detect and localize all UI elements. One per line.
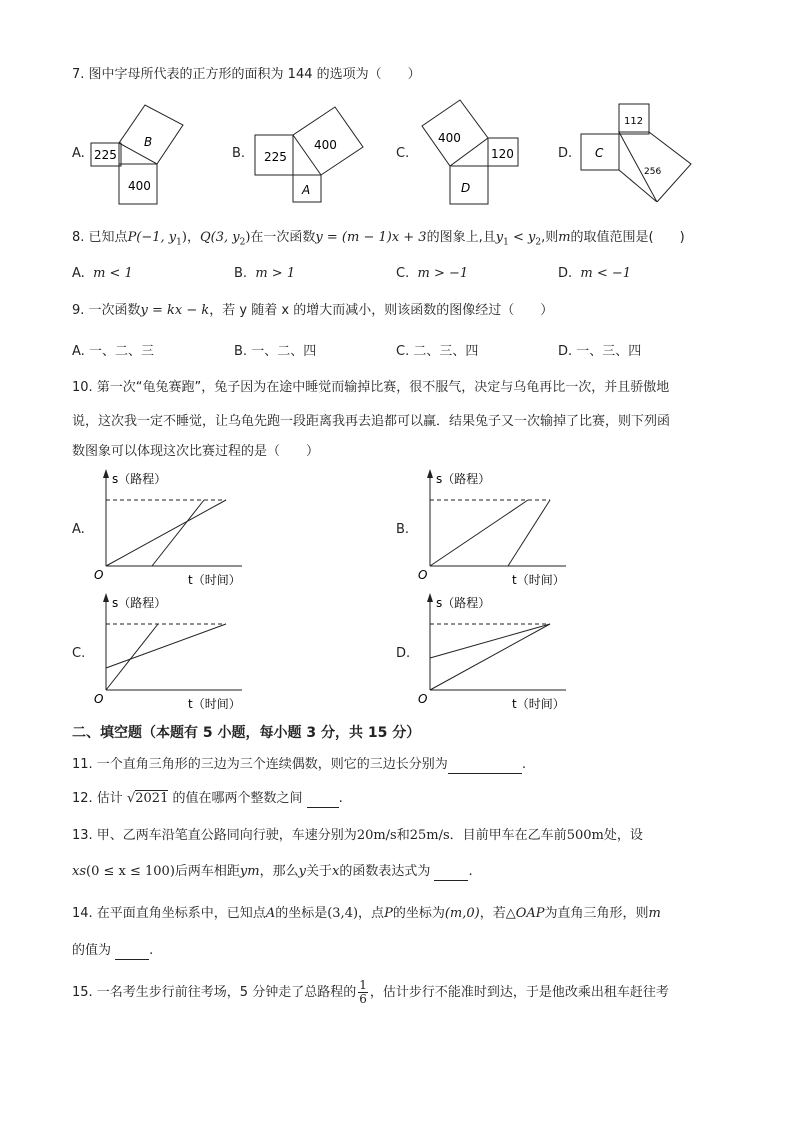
q7-a-s3: B bbox=[144, 135, 153, 149]
q9-option-b-label: B. bbox=[234, 344, 248, 359]
q10-c-ylabel: s（路程） bbox=[112, 596, 167, 610]
q14-line-2-text: 的值为 bbox=[72, 943, 112, 958]
q9-option-c bbox=[396, 340, 478, 359]
q9-option-a bbox=[72, 340, 154, 359]
q12-answer-blank[interactable] bbox=[307, 793, 339, 808]
q15-t2: ，估计步行不能准时到达，于是他改乘出租车赶往考 bbox=[369, 985, 669, 1000]
q12-end: . bbox=[338, 791, 343, 806]
q10-c-origin: O bbox=[94, 692, 104, 706]
q14-t1: 14. 在平面直角坐标系中，已知点 bbox=[72, 906, 266, 921]
q12-t1: 12. 估计 bbox=[72, 791, 123, 806]
q9-option-d bbox=[558, 340, 641, 359]
sqrt-icon: √ bbox=[126, 791, 136, 806]
q13-and: 和 bbox=[396, 828, 410, 843]
q8-point-p-sub: 1 bbox=[176, 237, 182, 248]
q9-option-a-text: 一、二、三 bbox=[88, 344, 154, 359]
q10-a-ylabel: s（路程） bbox=[112, 472, 167, 486]
q7-a-s1: 225 bbox=[94, 148, 117, 162]
q8-var: m bbox=[558, 230, 571, 245]
q8-stem bbox=[72, 229, 685, 252]
q7-d-s2: 256 bbox=[644, 167, 662, 177]
q8-option-c-expr: m > −1 bbox=[417, 266, 469, 281]
q10-b-xlabel: t（时间） bbox=[512, 573, 565, 587]
q14-line-1 bbox=[72, 905, 661, 923]
q10-a-xlabel: t（时间） bbox=[188, 573, 241, 587]
q9-option-a-label: A. bbox=[72, 344, 85, 359]
q9-option-b-text: 一、二、四 bbox=[251, 344, 317, 359]
q8-point-p-end: ) bbox=[181, 230, 187, 245]
q8-option-a bbox=[72, 266, 133, 281]
q8-ineq-op: < y bbox=[508, 230, 536, 245]
q8-ineq-y1-sub: 1 bbox=[503, 237, 509, 248]
q10-line-3: 数图象可以体现这次比赛过程的是（ ） bbox=[72, 444, 320, 459]
q10-graph-a-label: A. bbox=[72, 522, 85, 537]
q11-text: 11. 一个直角三角形的三边为三个连续偶数，则它的三边长分别为 bbox=[72, 757, 448, 772]
q7-c-label: C. bbox=[396, 146, 410, 161]
q7-b-s1: 225 bbox=[264, 150, 287, 164]
q7-b-label: B. bbox=[232, 146, 246, 161]
q7-d-figure bbox=[578, 102, 698, 202]
q13-t7: 的函数表达式为 bbox=[339, 864, 431, 879]
q15-numerator: 1 bbox=[359, 978, 367, 992]
q8-function: y = (m − 1)x + 3 bbox=[315, 230, 427, 245]
q7-a-s2: 400 bbox=[128, 179, 151, 193]
q8-t5: 的取值范围是( ) bbox=[570, 230, 685, 245]
q8-option-d bbox=[558, 266, 631, 281]
q8-option-a-expr: m < 1 bbox=[93, 266, 133, 281]
q7-b-figure bbox=[250, 105, 370, 205]
q8-ineq-y1: y bbox=[495, 230, 504, 245]
q14-answer-blank[interactable] bbox=[115, 945, 149, 960]
q8-point-p: P(−1, y bbox=[127, 230, 177, 245]
q13-range: (0 ≤ x ≤ 100) bbox=[86, 864, 175, 879]
q10-graph-d bbox=[416, 590, 576, 714]
q8-option-a-label: A. bbox=[72, 266, 85, 281]
q12 bbox=[72, 790, 343, 808]
q13-line-1 bbox=[72, 827, 643, 845]
q8-ineq-y2-sub: 2 bbox=[535, 237, 542, 248]
q8-point-q-end: ) bbox=[245, 230, 251, 245]
q8-t4: ,则 bbox=[541, 230, 559, 245]
q10-d-ylabel: s（路程） bbox=[436, 596, 491, 610]
q14-a: A bbox=[265, 906, 276, 921]
q10-graph-d-label: D. bbox=[396, 646, 411, 661]
q9-stem bbox=[72, 302, 553, 320]
q13-v2: 25m/s bbox=[409, 828, 450, 843]
q14-p-coord: (m,0) bbox=[444, 906, 480, 921]
q8-option-d-expr: m < −1 bbox=[580, 266, 632, 281]
q14-line-2 bbox=[72, 942, 153, 960]
q10-graph-b bbox=[416, 466, 576, 590]
q13-t2: ．目前甲车在乙车前 bbox=[449, 828, 567, 843]
q14-m: m bbox=[648, 906, 661, 921]
q13-t6: 关于 bbox=[305, 864, 332, 879]
q13-t3: 处，设 bbox=[603, 828, 643, 843]
q7-b-s3: A bbox=[302, 183, 311, 197]
q10-c-xlabel: t（时间） bbox=[188, 697, 241, 711]
q12-t2: 的值在哪两个整数之间 bbox=[172, 791, 303, 806]
q7-d-s1: 112 bbox=[624, 116, 644, 127]
q7-c-s3: D bbox=[461, 181, 471, 195]
q8-t1: 已知点 bbox=[88, 230, 128, 245]
q9-t1: 9. 一次函数 bbox=[72, 303, 141, 318]
q7-c-figure bbox=[412, 98, 522, 208]
q13-t4: 后两车相距 bbox=[174, 864, 240, 879]
q9-option-d-label: D. bbox=[558, 344, 573, 359]
q13-line-2 bbox=[72, 863, 473, 881]
q8-point-q: Q(3, y bbox=[199, 230, 240, 245]
q7-a-figure bbox=[88, 100, 188, 210]
q10-graph-a bbox=[92, 466, 252, 590]
q11-end: . bbox=[521, 757, 526, 772]
q14-t3: ，点 bbox=[358, 906, 385, 921]
q13-xv: x bbox=[331, 864, 340, 879]
q10-graph-c bbox=[92, 590, 252, 714]
q13-end: . bbox=[468, 864, 473, 879]
q8-option-b bbox=[234, 266, 295, 281]
q10-a-origin: O bbox=[94, 568, 104, 582]
q8-option-c-label: C. bbox=[396, 266, 410, 281]
q9-option-d-text: 一、三、四 bbox=[576, 344, 642, 359]
q13-distance: 500m bbox=[566, 828, 604, 843]
q9-option-b bbox=[234, 340, 316, 359]
q13-t5: ，那么 bbox=[259, 864, 299, 879]
q13-t1: 13. 甲、乙两车沿笔直公路同向行驶，车速分别为 bbox=[72, 828, 357, 843]
q7-a-label: A. bbox=[72, 146, 85, 161]
q11 bbox=[72, 756, 526, 774]
q10-d-origin: O bbox=[418, 692, 428, 706]
q14-a-coord: (3,4) bbox=[327, 906, 359, 921]
q10-b-ylabel: s（路程） bbox=[436, 472, 491, 486]
q14-t4: 的坐标为 bbox=[392, 906, 445, 921]
q13-x: xs bbox=[72, 864, 87, 879]
q9-function: y = kx − k bbox=[140, 303, 210, 318]
q10-graph-c-label: C. bbox=[72, 646, 86, 661]
q9-option-c-text: 二、三、四 bbox=[413, 344, 479, 359]
q10-line-1: 10. 第一次“龟兔赛跑”，兔子因为在途中睡觉而输掉比赛，很不服气，决定与乌龟再比一次，并且骄傲地 bbox=[72, 380, 670, 395]
q7-c-s2: 120 bbox=[491, 147, 514, 161]
q8-option-b-label: B. bbox=[234, 266, 248, 281]
q14-t5: ，若 bbox=[479, 906, 506, 921]
q8-t2: 在一次函数 bbox=[250, 230, 316, 245]
q13-y: ym bbox=[239, 864, 260, 879]
q10-line-2: 说，这次我一定不睡觉，让乌龟先跑一段距离我再去追都可以赢．结果兔子又一次输掉了比赛，则下列函 bbox=[72, 414, 671, 429]
q14-t2: 的坐标是 bbox=[275, 906, 328, 921]
q9-t2: ，若 y 随着 x 的增大而减小，则该函数的图像经过（ ） bbox=[209, 303, 554, 318]
q8-option-b-expr: m > 1 bbox=[255, 266, 296, 281]
q9-option-c-label: C. bbox=[396, 344, 410, 359]
q8-option-c bbox=[396, 266, 468, 281]
q8-num: 8. bbox=[72, 230, 85, 245]
q15-line-1 bbox=[72, 976, 669, 1010]
q12-radicand: 2021 bbox=[135, 791, 169, 806]
q14-triangle: △OAP bbox=[505, 906, 545, 921]
q14-t6: 为直角三角形，则 bbox=[544, 906, 649, 921]
q10-graph-b-label: B. bbox=[396, 522, 410, 537]
q7-stem: 7. 图中字母所代表的正方形的面积为 144 的选项为（ ） bbox=[72, 67, 421, 82]
q13-answer-blank[interactable] bbox=[434, 866, 468, 881]
q7-d-label: D. bbox=[558, 146, 573, 161]
q15-fraction bbox=[358, 979, 368, 1006]
q10-b-origin: O bbox=[418, 568, 428, 582]
q8-point-q-sub: 2 bbox=[239, 237, 246, 248]
q8-sep: ， bbox=[186, 230, 200, 245]
q13-yv: y bbox=[298, 864, 306, 879]
q8-t3: 的图象上,且 bbox=[426, 230, 496, 245]
q8-option-d-label: D. bbox=[558, 266, 573, 281]
section-2-heading: 二、填空题（本题有 5 小题，每小题 3 分，共 15 分） bbox=[72, 725, 421, 741]
q15-t1: 15. 一名考生步行前往考场，5 分钟走了总路程的 bbox=[72, 985, 357, 1000]
q13-v1: 20m/s bbox=[356, 828, 397, 843]
q14-end: . bbox=[149, 943, 154, 958]
q7-d-s3: C bbox=[595, 146, 604, 160]
q7-c-s1: 400 bbox=[438, 131, 461, 145]
q7-b-s2: 400 bbox=[314, 138, 337, 152]
q14-p: P bbox=[384, 906, 393, 921]
q10-d-xlabel: t（时间） bbox=[512, 697, 565, 711]
q11-answer-blank[interactable] bbox=[448, 759, 522, 774]
q15-denominator: 6 bbox=[359, 992, 367, 1006]
